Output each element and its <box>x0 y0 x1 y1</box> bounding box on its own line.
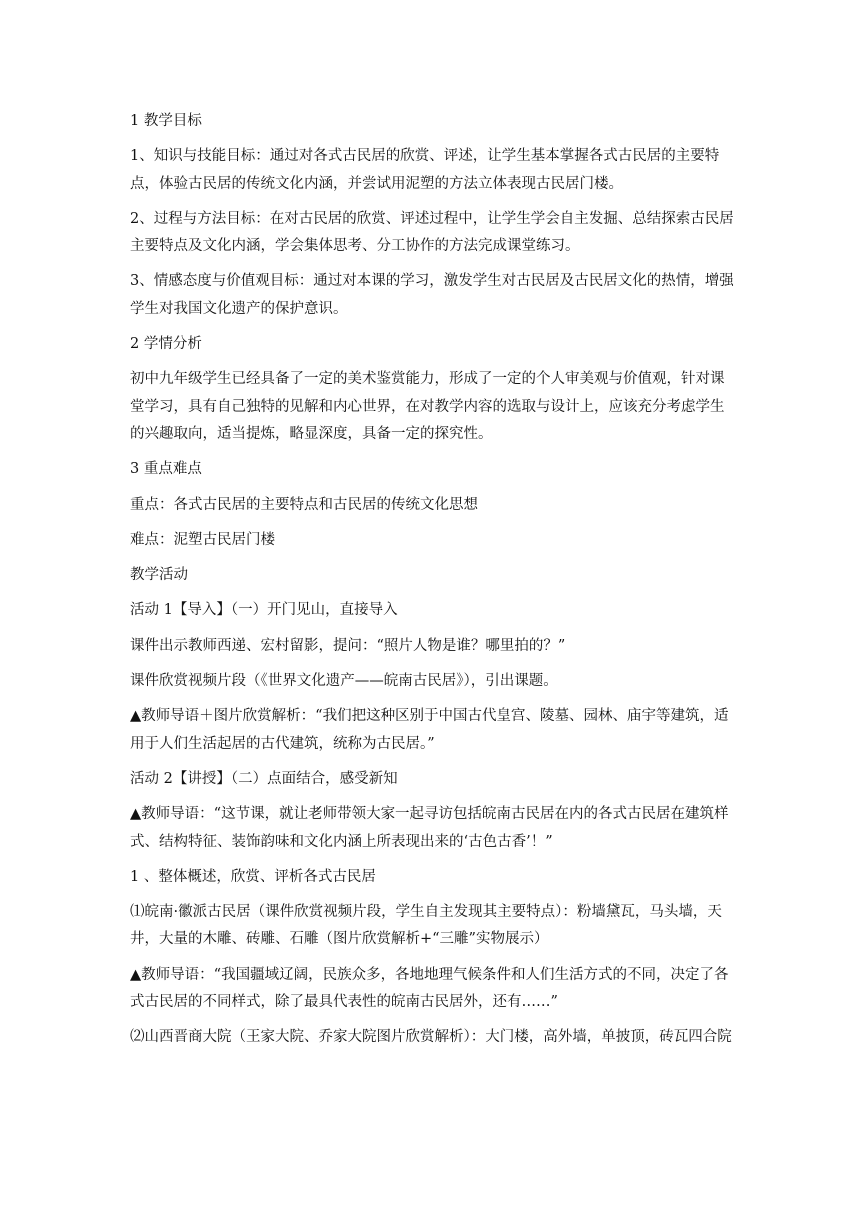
document-body <box>130 108 735 1060</box>
subheading-overview: 1 、整体概述，欣赏、评析各式古民居 <box>130 868 376 885</box>
paragraph-difficulty: 难点：泥塑古民居门楼 <box>130 531 275 548</box>
paragraph-process-goal: 2、过程与方法目标：在对古民居的欣赏、评述过程中，让学生学会自主发掘、总结探索古民居主要特点及文化内涵，学会集体思考、分工协作的方法完成课堂练习。 <box>130 210 734 255</box>
paragraph-attitude-goal: 3、情感态度与价值观目标：通过对本课的学习，激发学生对古民居及古民居文化的热情，增强学生对我国文化遗产的保护意识。 <box>130 273 734 317</box>
heading-teaching-activities: 教学活动 <box>130 567 188 584</box>
paragraph-wannan-residence: ⑴皖南·徽派古民居（课件欣赏视频片段，学生自主发现其主要特点）：粉墙黛瓦，马头墙，天井，大量的木雕、砖雕、石雕（图片欣赏解析+“三雕”实物展示） <box>130 904 722 948</box>
paragraph-courseware-photo: 课件出示教师西递、宏村留影，提问：“照片人物是谁？哪里拍的？” <box>130 637 566 654</box>
paragraph-courseware-video: 课件欣赏视频片段（《世界文化遗产——皖南古民居》），引出课题。 <box>130 673 558 690</box>
activity-2-title: 活动 2【讲授】（二）点面结合，感受新知 <box>130 770 398 787</box>
heading-key-points: 3 重点难点 <box>130 461 202 478</box>
activity-1-title: 活动 1【导入】（一）开门见山，直接导入 <box>130 602 398 619</box>
paragraph-key-point: 重点：各式古民居的主要特点和古民居的传统文化思想 <box>130 496 478 513</box>
paragraph-learner-analysis: 初中九年级学生已经具备了一定的美术鉴赏能力，形成了一定的个人审美观与价值观，针对课堂学习，具有自己独特的见解和内心世界，在对教学内容的选取与设计上，应该充分考虑学生的兴趣取向，适当提炼，略显深度，具备一定的探究性。 <box>130 371 725 442</box>
paragraph-teacher-intro: ▲教师导语＋图片欣赏解析：“我们把这种区别于中国古代皇宫、陵墓、园林、庙宇等建筑，适用于人们生活起居的古代建筑，统称为古民居。” <box>130 708 729 752</box>
paragraph-teacher-guide-2: ▲教师导语：“我国疆域辽阔，民族众多，各地地理气候条件和人们生活方式的不同，决定了各式古民居的不同样式，除了最具代表性的皖南古民居外，还有……” <box>130 966 729 1011</box>
paragraph-teacher-guide: ▲教师导语：“这节课，就让老师带领大家一起寻访包括皖南古民居在内的各式古民居在建筑样式、结构特征、装饰韵味和文化内涵上所表现出来的‘古色古香’！” <box>130 806 729 850</box>
heading-learner-analysis: 2 学情分析 <box>130 336 202 353</box>
heading-teaching-goals: 1 教学目标 <box>130 113 202 129</box>
paragraph-knowledge-goal: 1、知识与技能目标：通过对各式古民居的欣赏、评述，让学生基本掌握各式古民居的主要特点，体验古民居的传统文化内涵，并尝试用泥塑的方法立体表现古民居门楼。 <box>130 148 720 192</box>
paragraph-shanxi-residence: ⑵山西晋商大院（王家大院、乔家大院图片欣赏解析）：大门楼，高外墙，单披顶，砖瓦四合院 <box>130 1029 732 1046</box>
